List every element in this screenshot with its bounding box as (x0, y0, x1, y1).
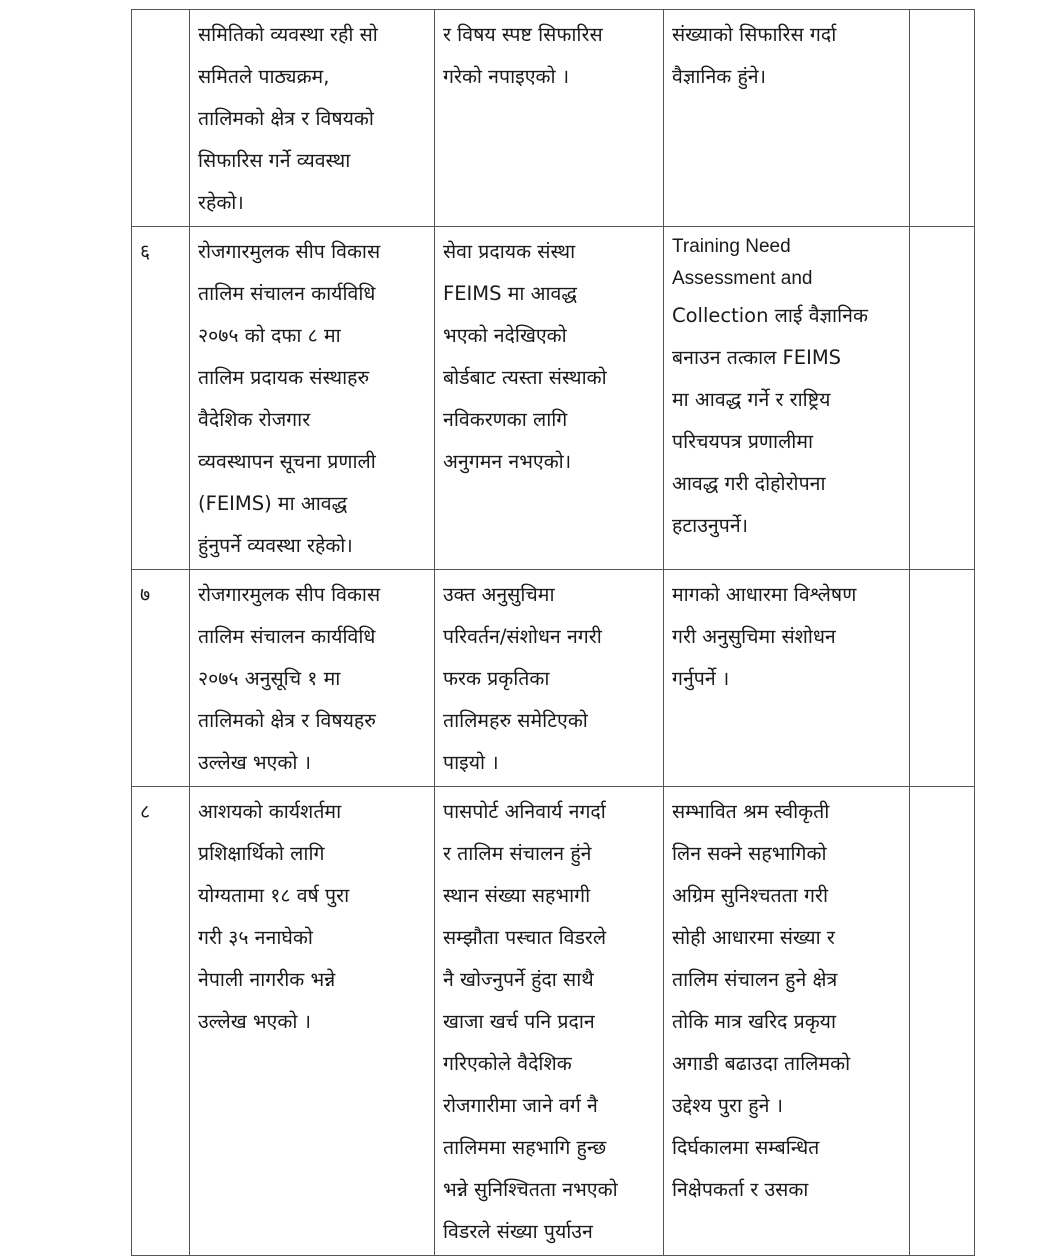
recommendation-cell: मागको आधारमा विश्लेषण गरी अनुसुचिमा संशोधन गर्नुपर्ने । (664, 570, 910, 787)
serial-number-cell: ६ (132, 227, 190, 570)
remarks-cell (910, 10, 975, 227)
observation-cell: सेवा प्रदायक संस्था FEIMS मा आवद्ध भएको नदेखिएको बोर्डबाट त्यस्ता संस्थाको नविकरणका लागि अनुगमन नभएको। (435, 227, 664, 570)
recommendation-cell: Training Need Assessment and Collection लाई वैज्ञानिक बनाउन तत्काल FEIMS मा आवद्ध गर्ने र राष्ट्रिय परिचयपत्र प्रणालीमा आवद्ध गरी दोहोरोपना हटाउनुपर्ने। (664, 227, 910, 570)
condition-cell: समितिको व्यवस्था रही सो समितले पाठ्यक्रम, तालिमको क्षेत्र र विषयको सिफारिस गर्ने व्यवस्था रहेको। (190, 10, 435, 227)
serial-number-cell (132, 10, 190, 227)
observation-cell: र विषय स्पष्ट सिफारिस गरेको नपाइएको । (435, 10, 664, 227)
remarks-cell (910, 787, 975, 1256)
observation-cell: पासपोर्ट अनिवार्य नगर्दा र तालिम संचालन हुंने स्थान संख्या सहभागी सम्झौता पस्चात विडरले नै खोज्नुपर्ने हुंदा साथै खाजा खर्च पनि प्रदान गरिएकोले वैदेशिक रोजगारीमा जाने वर्ग नै तालिममा सहभागि हुन्छ भन्ने सुनिश्चितता नभएको विडरले संख्या पुर्याउन (435, 787, 664, 1256)
serial-number-cell: ७ (132, 570, 190, 787)
table-row (132, 570, 975, 787)
serial-number-cell: ८ (132, 787, 190, 1256)
table-row (132, 787, 975, 1256)
remarks-cell (910, 227, 975, 570)
condition-cell: आशयको कार्यशर्तमा प्रशिक्षार्थिको लागि योग्यतामा १८ वर्ष पुरा गरी ३५ ननाघेको नेपाली नागरीक भन्ने उल्लेख भएको । (190, 787, 435, 1256)
recommendation-cell: सम्भावित श्रम स्वीकृती लिन सक्ने सहभागिको अग्रिम सुनिश्चतता गरी सोही आधारमा संख्या र तालिम संचालन हुने क्षेत्र तोकि मात्र खरिद प्रकृया अगाडी बढाउदा तालिमको उद्देश्य पुरा हुने । दिर्घकालमा सम्बन्धित निक्षेपकर्ता र उसका (664, 787, 910, 1256)
condition-cell: रोजगारमुलक सीप विकास तालिम संचालन कार्यविधि २०७५ अनुसूचि १ मा तालिमको क्षेत्र र विषयहरु उल्लेख भएको । (190, 570, 435, 787)
findings-table (131, 9, 975, 1256)
condition-cell: रोजगारमुलक सीप विकास तालिम संचालन कार्यविधि २०७५ को दफा ८ मा तालिम प्रदायक संस्थाहरु वैदेशिक रोजगार व्यवस्थापन सूचना प्रणाली (FEIMS) मा आवद्ध हुंनुपर्ने व्यवस्था रहेको। (190, 227, 435, 570)
recommendation-cell: संख्याको सिफारिस गर्दा वैज्ञानिक हुंने। (664, 10, 910, 227)
remarks-cell (910, 570, 975, 787)
table-row (132, 10, 975, 227)
observation-cell: उक्त अनुसुचिमा परिवर्तन/संशोधन नगरी फरक प्रकृतिका तालिमहरु समेटिएको पाइयो । (435, 570, 664, 787)
table-row (132, 227, 975, 570)
